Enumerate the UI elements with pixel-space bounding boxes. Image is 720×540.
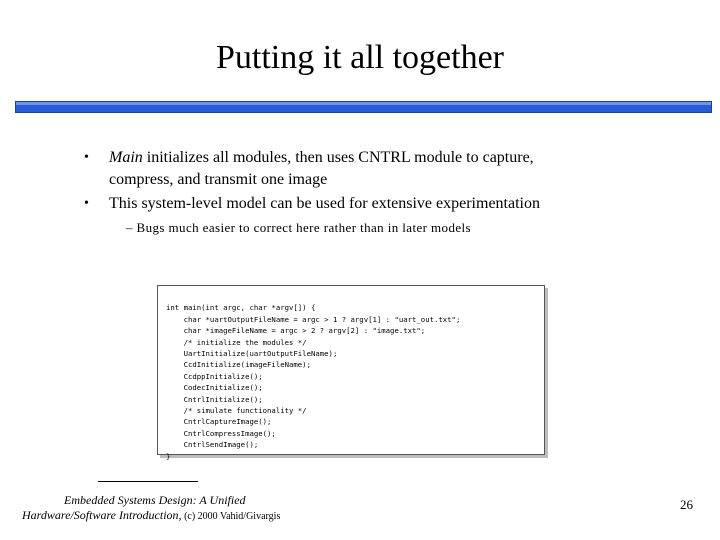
bullet-emphasis: Main: [109, 149, 143, 166]
page-number: 26: [680, 497, 693, 512]
code-line: char *uartOutputFileName = argc > 1 ? argv[1] : "uart_out.txt";: [166, 314, 461, 324]
code-line: UartInitialize(uartOutputFileName);: [166, 349, 338, 359]
bullet-marker: •: [84, 196, 89, 211]
code-listing: [166, 291, 460, 485]
footer-line-2: [22, 508, 280, 524]
code-listing-box: [157, 285, 545, 461]
footer-copyright: (c) 2000 Vahid/Givargis: [181, 511, 281, 522]
bullet-text: [109, 147, 534, 191]
code-line: CcdInitialize(imageFileName);: [166, 360, 311, 370]
bullet-text-rest: initializes all modules, then uses CNTRL module to capture,: [142, 149, 534, 166]
footer-divider: [98, 481, 198, 482]
code-line: CcdppInitialize();: [166, 371, 263, 381]
sub-bullet: – Bugs much easier to correct here rather than in later models: [126, 220, 471, 235]
code-line: CntrlSendImage();: [166, 440, 259, 450]
title-divider-bar: [15, 101, 712, 113]
bullet-text: This system-level model can be used for extensive experimentation: [109, 195, 540, 212]
footer-line-1: Embedded Systems Design: A Unified: [64, 493, 246, 507]
bullet-item: [84, 147, 684, 191]
footer-book-title: Hardware/Software Introduction,: [22, 508, 182, 522]
code-line: /* initialize the modules */: [166, 337, 307, 347]
code-line: CntrlCompressImage();: [166, 428, 276, 438]
code-line: CodecInitialize();: [166, 383, 263, 393]
code-line: char *imageFileName = argc > 2 ? argv[2] : "image.txt";: [166, 326, 426, 336]
code-line: CntrlInitialize();: [166, 394, 263, 404]
code-line: int main(int argc, char *argv[]) {: [166, 303, 316, 313]
bullet-marker: •: [84, 150, 89, 165]
bullet-item: [84, 193, 684, 215]
code-line: /* simulate functionality */: [166, 406, 307, 416]
code-line: }: [166, 451, 171, 461]
bullet-text-line2: compress, and transmit one image: [109, 171, 328, 188]
slide-title: Putting it all together: [215, 39, 505, 76]
code-line: CntrlCaptureImage();: [166, 417, 272, 427]
